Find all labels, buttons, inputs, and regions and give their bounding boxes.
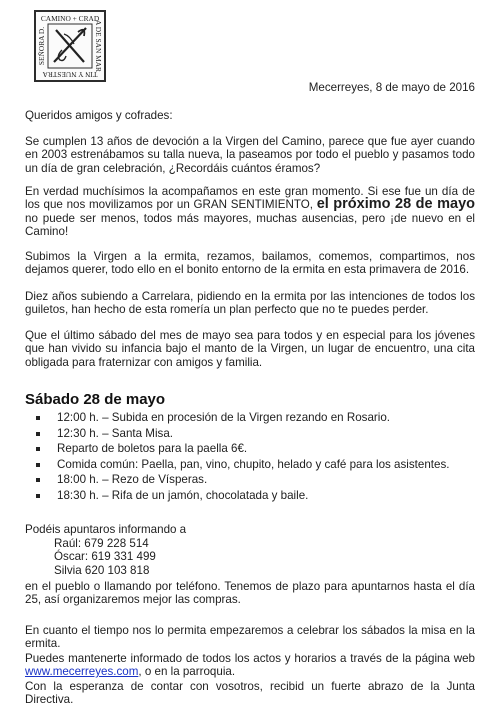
program-item: Reparto de boletos para la paella 6€. — [36, 441, 449, 457]
paragraph-anniversary: Se cumplen 13 años de devoción a la Virgen del Camino, parece que fue ayer cuando en 2003 estrenábamos su talla nueva, la paseamos por todo el pueblo y pasamos todo un día de gran celebración, ¿Recordáis cuántos éramos? — [25, 135, 475, 175]
seal-text-top: CAMINO + CRAD — [40, 14, 100, 23]
footer-parish-text: , o en la parroquia. — [138, 665, 236, 679]
contacts-closing: en el pueblo o llamando por teléfono. Tenemos de plazo para apuntarnos hasta el día 25, así organizaremos mejor las compras. — [25, 580, 475, 607]
program-item: 18:30 h. – Rifa de un jamón, chocolatada y baile. — [36, 488, 449, 504]
seal-text-right: A DE SAN MAR — [94, 20, 103, 72]
brotherhood-seal — [34, 10, 106, 82]
footer-farewell: Con la esperanza de contar con vosotros, recibid un fuerte abrazo de la Junta Directiva. — [25, 680, 475, 707]
paragraph-invitation — [25, 185, 475, 239]
pilgrim-staff-icon — [54, 28, 86, 62]
paragraph-carrelara: Diez años subiendo a Carrelara, pidiendo en la ermita por las intenciones de todos los guiletos, han hecho de esta romería un plan perfecto que no te puedes perder. — [25, 290, 475, 317]
footer-website — [25, 652, 475, 679]
program-heading: Sábado 28 de mayo — [25, 391, 166, 408]
contact-raul: Raúl: 679 228 514 — [54, 536, 149, 550]
greeting: Queridos amigos y cofrades: — [25, 109, 173, 122]
contacts-block — [25, 523, 186, 577]
paragraph-youth: Que el último sábado del mes de mayo sea para todos y en especial para los jóvenes que han vivido su infancia bajo el manto de la Virgen, un lugar de encuentro, una cita obligada para fraternizar con amigos y familia. — [25, 329, 475, 369]
program-list — [36, 410, 449, 504]
contact-silvia: Silvia 620 103 818 — [54, 563, 150, 577]
paragraph-invitation-text-a: En verdad muchísimos la acompañamos en este gran momento. Si ese fue un día de los que nos movilizamos por un GRAN SENTIMIENTO, — [25, 185, 475, 212]
seal-text-left: SEÑORA D. — [37, 26, 46, 66]
website-link[interactable]: www.mecerreyes.com — [25, 665, 139, 679]
program-item: 18:00 h. – Rezo de Vísperas. — [36, 472, 449, 488]
contact-oscar: Óscar: 619 331 499 — [54, 550, 156, 564]
seal-text-bottom: TIN Y NUESTRA — [42, 70, 98, 79]
program-item: Comida común: Paella, pan, vino, chupito, helado y café para los asistentes. — [36, 457, 449, 473]
program-item: 12:30 h. – Santa Misa. — [36, 426, 449, 442]
highlight-date: el próximo 28 de mayo — [316, 196, 475, 213]
paragraph-invitation-text-b: no puede ser menos, todos más mayores, muchas ausencias, pero ¡de nuevo en el Camino! — [25, 211, 475, 239]
footer-website-text: Puedes mantenerte informado de todos los actos y horarios a través de la página web — [25, 652, 475, 665]
paragraph-activities: Subimos la Virgen a la ermita, rezamos, bailamos, comemos, compartimos, nos dejamos querer, todo ello en el bonito entorno de la ermita en esta primavera de 2016. — [25, 250, 475, 277]
contacts-intro: Podéis apuntaros informando a — [25, 523, 187, 536]
place-date: Mecerreyes, 8 de mayo de 2016 — [308, 81, 475, 94]
program-item: 12:00 h. – Subida en procesión de la Virgen rezando en Rosario. — [36, 410, 449, 426]
footer-mass: En cuanto el tiempo nos lo permita empezaremos a celebrar los sábados la misa en la ermita. — [25, 624, 475, 651]
